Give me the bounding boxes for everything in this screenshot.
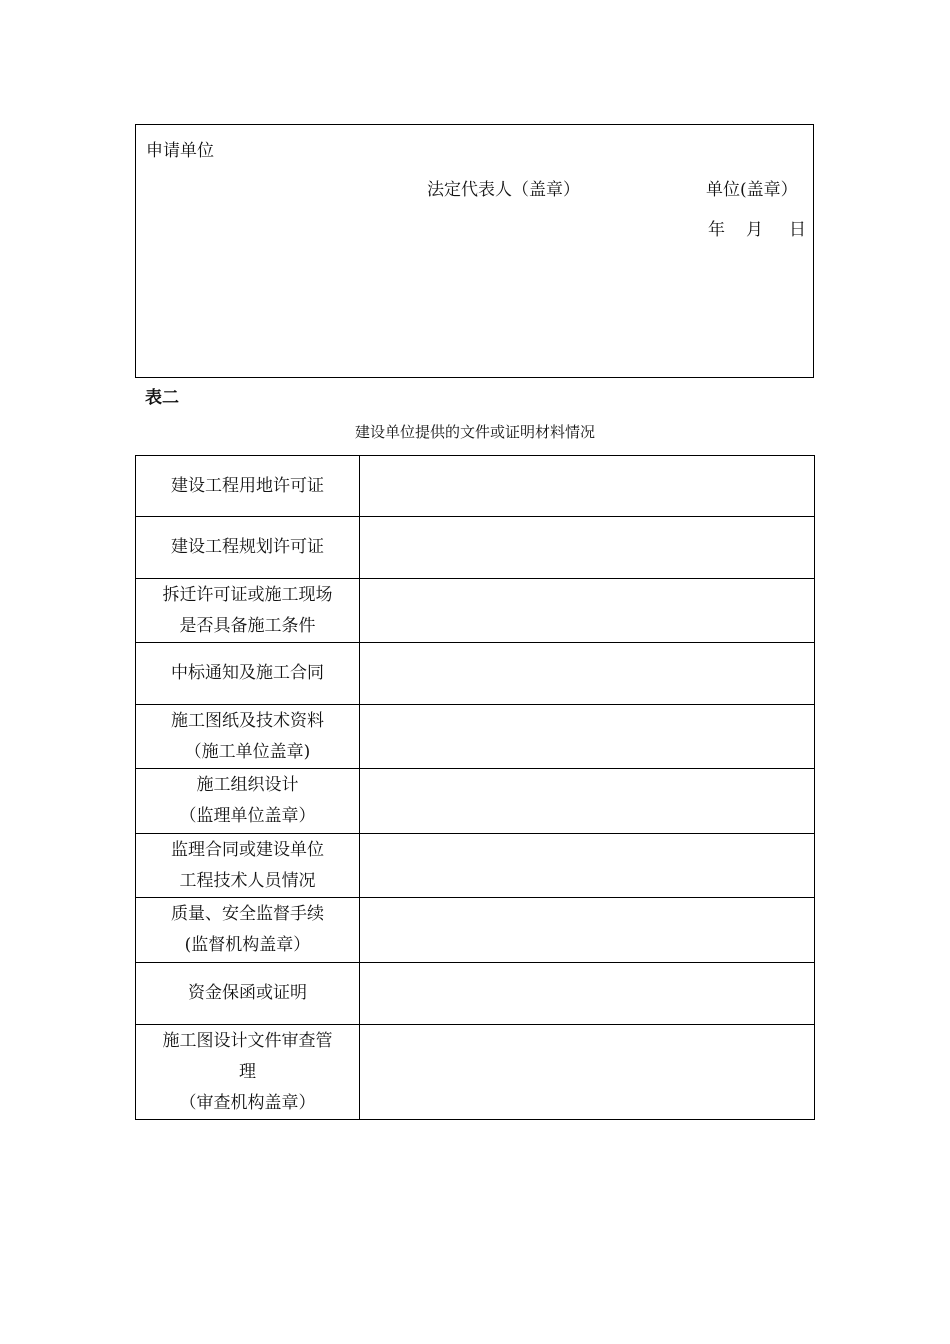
document-label-line: 施工图设计文件审查管 bbox=[162, 1030, 333, 1051]
document-label-cell bbox=[136, 579, 360, 643]
table-row bbox=[136, 705, 815, 769]
document-label-line: 中标通知及施工合同 bbox=[171, 663, 324, 683]
table-two-title: 建设单位提供的文件或证明材料情况 bbox=[354, 423, 595, 441]
document-label-line: 拆迁许可证或施工现场 bbox=[162, 584, 333, 605]
table-row bbox=[136, 834, 815, 898]
table-row bbox=[136, 769, 815, 834]
document-label-line: 质量、安全监督手续 bbox=[171, 904, 324, 924]
date-year-label: 年 bbox=[708, 220, 725, 240]
document-label-cell bbox=[136, 834, 360, 898]
unit-seal-label: 单位(盖章） bbox=[706, 180, 798, 200]
document-value-cell[interactable] bbox=[360, 517, 815, 579]
applicant-label: 申请单位 bbox=[146, 141, 214, 161]
date-day-label: 日 bbox=[789, 220, 806, 240]
document-label-cell bbox=[136, 643, 360, 705]
table-row bbox=[136, 898, 815, 963]
applicant-section bbox=[135, 124, 814, 378]
document-label-line: 监理合同或建设单位 bbox=[171, 839, 324, 860]
document-label-cell bbox=[136, 1025, 360, 1120]
table-row bbox=[136, 517, 815, 579]
document-value-cell[interactable] bbox=[360, 456, 815, 517]
table-row bbox=[136, 643, 815, 705]
table-two-heading: 表二 bbox=[145, 388, 179, 408]
document-label-line: 建设工程规划许可证 bbox=[171, 537, 324, 557]
document-label-line: 工程技术人员情况 bbox=[179, 870, 316, 891]
document-value-cell[interactable] bbox=[360, 834, 815, 898]
table-row bbox=[136, 456, 815, 517]
document-value-cell[interactable] bbox=[360, 1025, 815, 1120]
document-label-line: 理 bbox=[239, 1061, 256, 1082]
document-value-cell[interactable] bbox=[360, 963, 815, 1025]
document-label-line: （审查机构盖章） bbox=[179, 1092, 316, 1113]
document-label-cell bbox=[136, 963, 360, 1025]
document-label-line: 建设工程用地许可证 bbox=[171, 475, 324, 496]
document-label-cell bbox=[136, 705, 360, 769]
document-value-cell[interactable] bbox=[360, 643, 815, 705]
document-value-cell[interactable] bbox=[360, 705, 815, 769]
documents-table bbox=[135, 455, 815, 1120]
document-label-cell bbox=[136, 898, 360, 963]
document-label-line: 施工组织设计 bbox=[196, 775, 299, 795]
legal-representative-label: 法定代表人（盖章） bbox=[427, 180, 580, 200]
document-value-cell[interactable] bbox=[360, 769, 815, 834]
document-label-line: (监督机构盖章） bbox=[184, 935, 311, 955]
document-value-cell[interactable] bbox=[360, 579, 815, 643]
document-label-line: 资金保函或证明 bbox=[188, 983, 307, 1003]
date-month-label: 月 bbox=[746, 220, 763, 240]
table-row bbox=[136, 963, 815, 1025]
table-row bbox=[136, 579, 815, 643]
document-label-cell bbox=[136, 769, 360, 834]
document-label-line: 施工图纸及技术资料 bbox=[171, 710, 324, 731]
document-label-line: （施工单位盖章) bbox=[184, 741, 311, 762]
table-row bbox=[136, 1025, 815, 1120]
document-label-cell bbox=[136, 456, 360, 517]
document-value-cell[interactable] bbox=[360, 898, 815, 963]
document-label-cell bbox=[136, 517, 360, 579]
document-label-line: 是否具备施工条件 bbox=[179, 615, 316, 636]
document-label-line: （监理单位盖章） bbox=[179, 806, 316, 826]
